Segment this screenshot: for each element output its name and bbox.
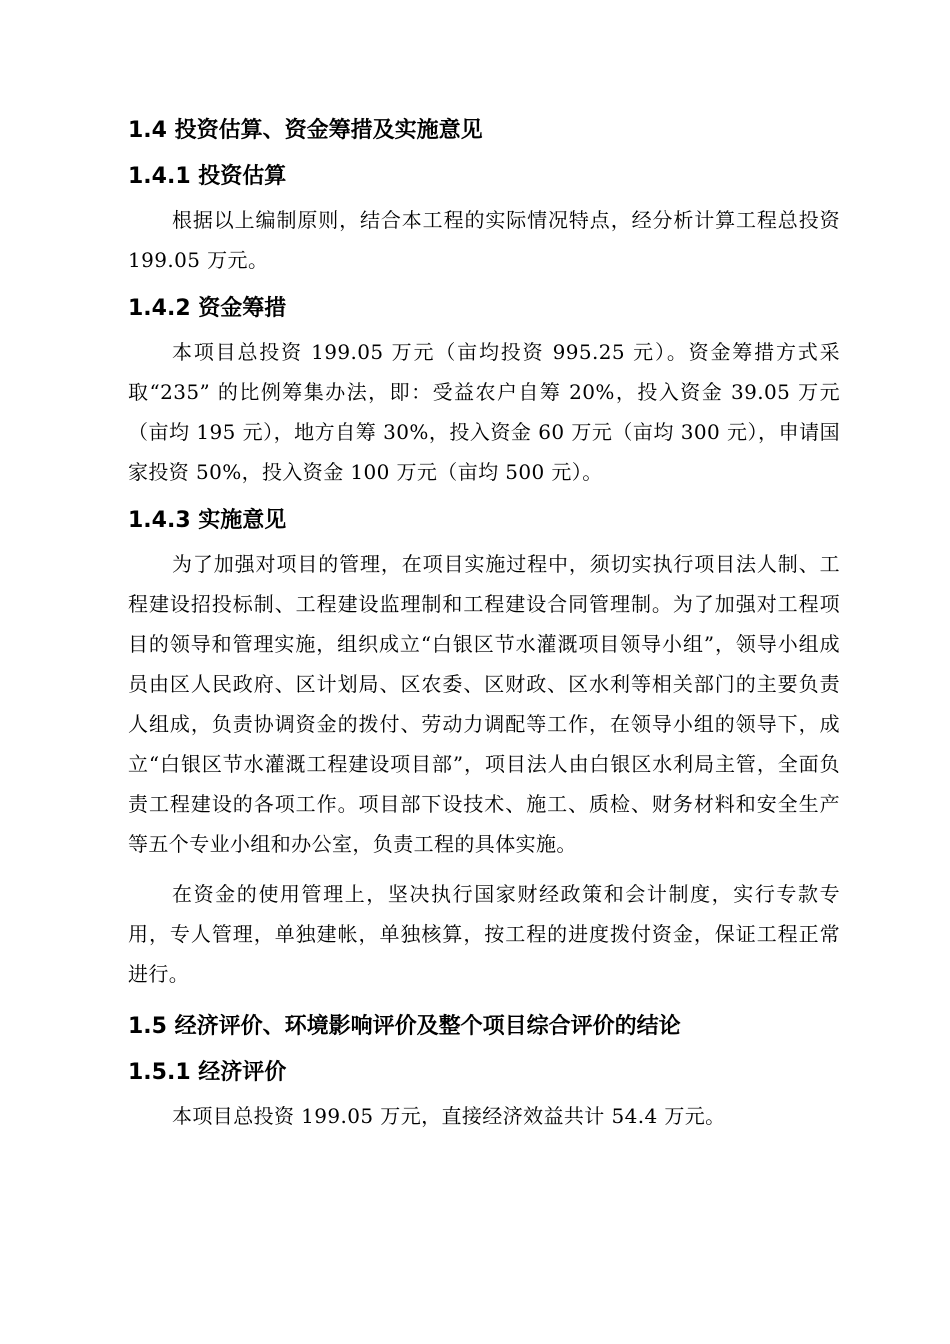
paragraph-investment-estimate: 根据以上编制原则，结合本工程的实际情况特点，经分析计算工程总投资 199.05 万元。	[128, 208, 840, 272]
paragraph-implementation-2: 在资金的使用管理上，坚决执行国家财经政策和会计制度，实行专款专用，专人管理，单独建帐，单独核算，按工程的进度拨付资金，保证工程正常进行。	[128, 882, 840, 986]
subsection-heading-1-4-1: 1.4.1 投资估算	[128, 164, 287, 189]
subsection-heading-1-4-2: 1.4.2 资金筹措	[128, 296, 287, 321]
paragraph-fund-raising: 本项目总投资 199.05 万元（亩均投资 995.25 元）。资金筹措方式采取“235” 的比例筹集办法，即：受益农户自筹 20%，投入资金 39.05 万元（亩均 195 元），地方自筹 30%，投入资金 60 万元（亩均 300 元），申请国家投资 50%，投入资金 100 万元（亩均 500 元）。	[128, 340, 840, 484]
section-heading-1-4: 1.4 投资估算、资金筹措及实施意见	[128, 118, 483, 143]
paragraph-implementation-1: 为了加强对项目的管理，在项目实施过程中，须切实执行项目法人制、工程建设招投标制、工程建设监理制和工程建设合同管理制。为了加强对工程项目的领导和管理实施，组织成立“白银区节水灌溉项目领导小组”，领导小组成员由区人民政府、区计划局、区农委、区财政、区水利等相关部门的主要负责人组成，负责协调资金的拨付、劳动力调配等工作，在领导小组的领导下，成立“白银区节水灌溉工程建设项目部”，项目法人由白银区水利局主管，全面负责工程建设的各项工作。项目部下设技术、施工、质检、财务材料和安全生产等五个专业小组和办公室，负责工程的具体实施。	[128, 552, 840, 856]
section-heading-1-5: 1.5 经济评价、环境影响评价及整个项目综合评价的结论	[128, 1014, 681, 1039]
document-body	[128, 112, 840, 1146]
paragraph-economic-evaluation: 本项目总投资 199.05 万元，直接经济效益共计 54.4 万元。	[172, 1104, 726, 1128]
subsection-heading-1-5-1: 1.5.1 经济评价	[128, 1060, 287, 1085]
subsection-heading-1-4-3: 1.4.3 实施意见	[128, 508, 287, 533]
